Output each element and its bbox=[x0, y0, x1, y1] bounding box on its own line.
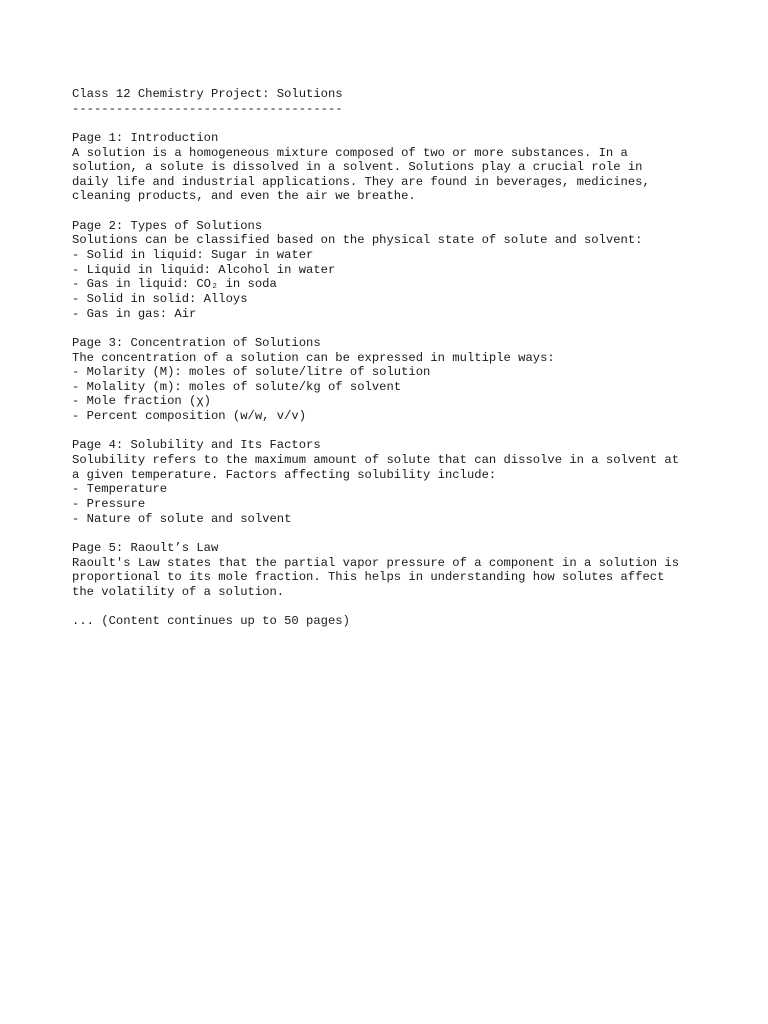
list-item: - Solid in solid: Alloys bbox=[72, 291, 248, 306]
list-item: - Pressure bbox=[72, 496, 146, 511]
paragraph-line: the volatility of a solution. bbox=[72, 584, 285, 599]
section-concentration bbox=[72, 336, 712, 424]
paragraph-line: Raoult's Law states that the partial vapor pressure of a component in a solution is bbox=[72, 555, 680, 570]
spacer bbox=[72, 321, 712, 336]
paragraph-line: solution, a solute is dissolved in a solvent. Solutions play a crucial role in bbox=[72, 160, 643, 175]
list-item: - Gas in gas: Air bbox=[72, 306, 197, 321]
spacer bbox=[72, 526, 712, 541]
paragraph-line: daily life and industrial applications. They are found in beverages, medicines, bbox=[72, 174, 650, 189]
paragraph-line: a given temperature. Factors affecting solubility include: bbox=[72, 467, 497, 482]
list-item: - Mole fraction (χ) bbox=[72, 394, 211, 409]
document-page bbox=[72, 87, 712, 629]
paragraph-line: Solubility refers to the maximum amount of solute that can dissolve in a solvent at bbox=[72, 453, 680, 468]
document-title: Class 12 Chemistry Project: Solutions bbox=[72, 87, 343, 101]
section-heading: Page 3: Concentration of Solutions bbox=[72, 335, 321, 350]
title-rule: ------------------------------------- bbox=[72, 101, 343, 116]
list-item: - Liquid in liquid: Alcohol in water bbox=[72, 262, 336, 277]
spacer bbox=[72, 599, 712, 614]
section-heading: Page 5: Raoult’s Law bbox=[72, 540, 219, 555]
list-item: - Nature of solute and solvent bbox=[72, 511, 292, 526]
list-item: - Temperature bbox=[72, 482, 168, 497]
paragraph-line: cleaning products, and even the air we breathe. bbox=[72, 189, 416, 204]
section-heading: Page 2: Types of Solutions bbox=[72, 218, 263, 233]
section-heading: Page 1: Introduction bbox=[72, 130, 219, 145]
section-heading: Page 4: Solubility and Its Factors bbox=[72, 438, 321, 453]
section-solubility bbox=[72, 438, 712, 526]
list-item: - Gas in liquid: CO₂ in soda bbox=[72, 277, 277, 292]
list-item: - Molality (m): moles of solute/kg of solvent bbox=[72, 379, 402, 394]
section-types-of-solutions bbox=[72, 219, 712, 321]
list-item: - Solid in liquid: Sugar in water bbox=[72, 248, 314, 263]
paragraph-line: Solutions can be classified based on the physical state of solute and solvent: bbox=[72, 233, 643, 248]
paragraph-line: proportional to its mole fraction. This helps in understanding how solutes affect bbox=[72, 570, 665, 585]
paragraph-line: A solution is a homogeneous mixture composed of two or more substances. In a bbox=[72, 145, 628, 160]
section-introduction bbox=[72, 131, 712, 204]
list-item: - Percent composition (w/w, v/v) bbox=[72, 409, 307, 424]
section-raoults-law bbox=[72, 541, 712, 600]
spacer bbox=[72, 424, 712, 439]
list-item: - Molarity (M): moles of solute/litre of solution bbox=[72, 365, 431, 380]
continuation-note: ... (Content continues up to 50 pages) bbox=[72, 614, 350, 629]
spacer bbox=[72, 116, 712, 131]
paragraph-line: The concentration of a solution can be expressed in multiple ways: bbox=[72, 350, 555, 365]
spacer bbox=[72, 204, 712, 219]
